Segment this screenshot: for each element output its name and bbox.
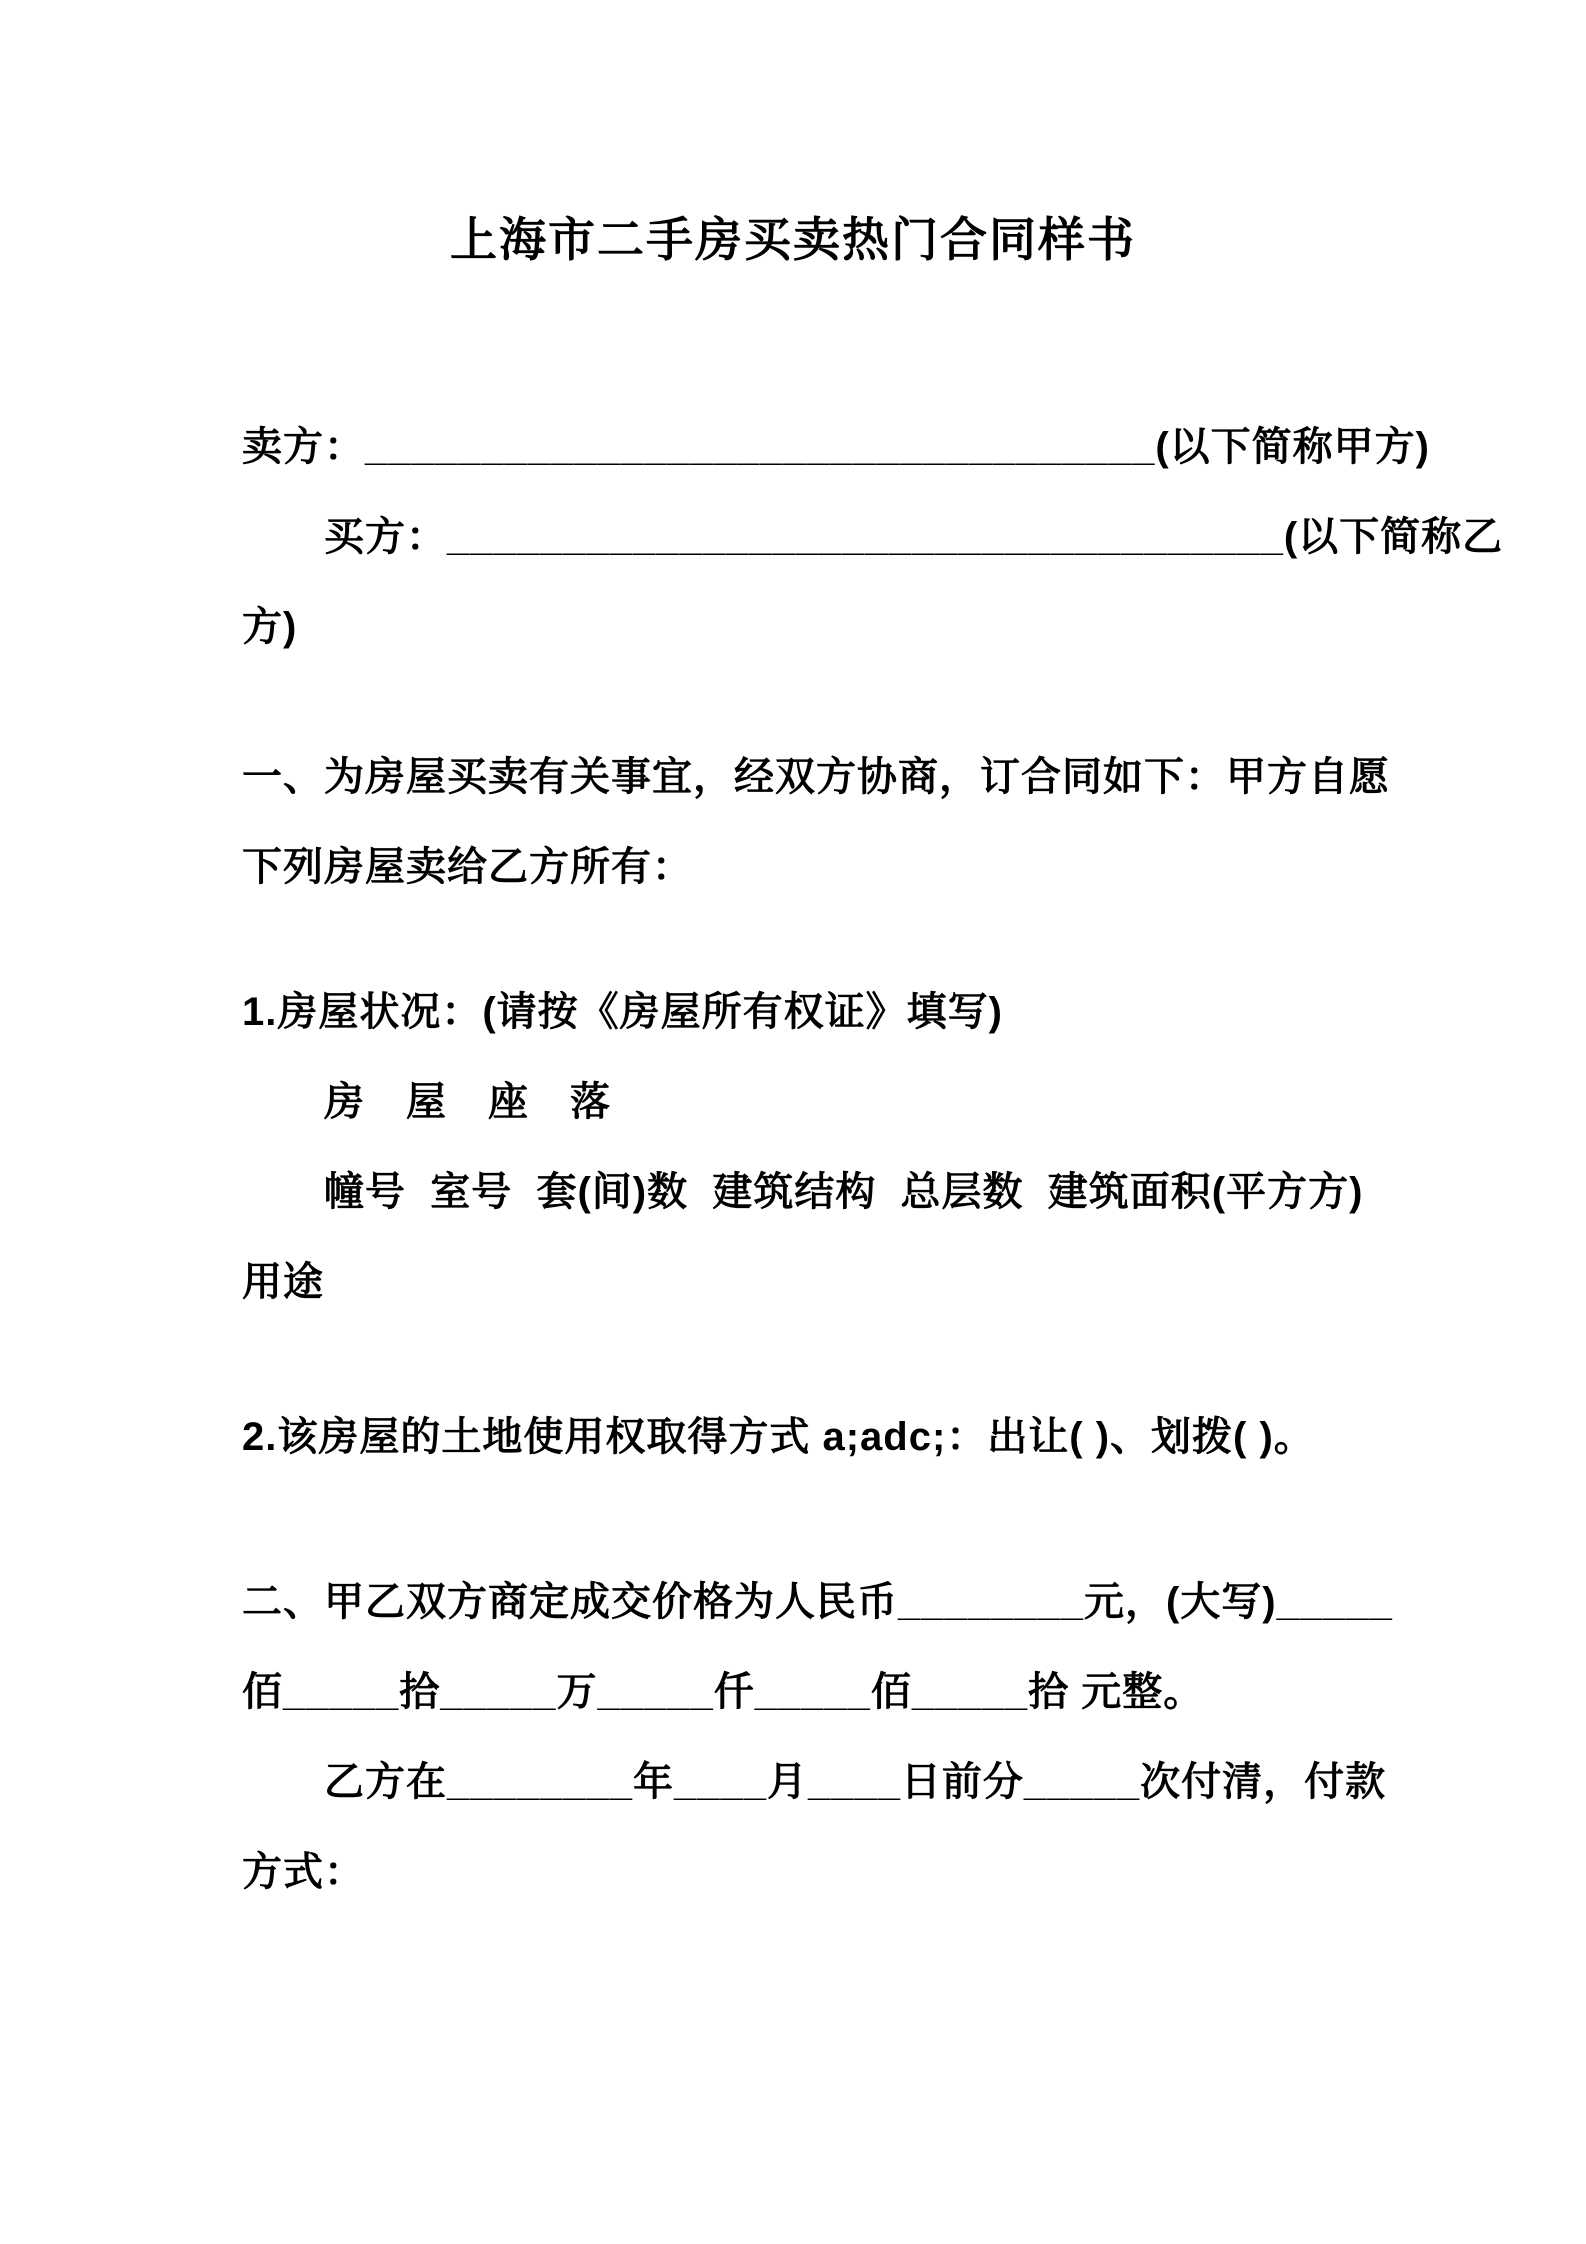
clause-two-line-1: 二、甲乙双方商定成交价格为人民币________元，(大写)_____ (242, 1580, 1393, 1624)
document-title: 上海市二手房买卖热门合同样书 (450, 213, 1136, 266)
payment-schedule-line-wrap: 方式： (242, 1850, 365, 1894)
house-fields-line: 幢号 室号 套(间)数 建筑结构 总层数 建筑面积(平方方) (324, 1170, 1364, 1214)
document-body (0, 402, 1586, 1917)
clause-two-line-2: 佰_____拾_____万_____仟_____佰_____拾 元整。 (242, 1670, 1205, 1714)
usage-line: 用途 (242, 1260, 324, 1304)
item-one-heading: 1.房屋状况：(请按《房屋所有权证》填写) (242, 990, 1003, 1034)
clause-one-line-1: 一、为房屋买卖有关事宜，经双方协商，订合同如下：甲方自愿 (242, 755, 1390, 799)
buyer-line: 买方：____________________________________(以下简称乙 (324, 515, 1504, 559)
item-two-line: 2.该房屋的土地使用权取得方式 a;adc;：出让( )、划拨( )。 (242, 1415, 1315, 1459)
seller-line: 卖方：__________________________________(以下简称甲方) (242, 425, 1431, 469)
house-location-line: 房 屋 座 落 (324, 1080, 611, 1124)
payment-schedule-line: 乙方在________年____月____日前分_____次付清，付款 (324, 1760, 1387, 1804)
clause-one-line-2: 下列房屋卖给乙方所有： (242, 845, 693, 889)
buyer-line-wrap: 方) (242, 605, 298, 649)
